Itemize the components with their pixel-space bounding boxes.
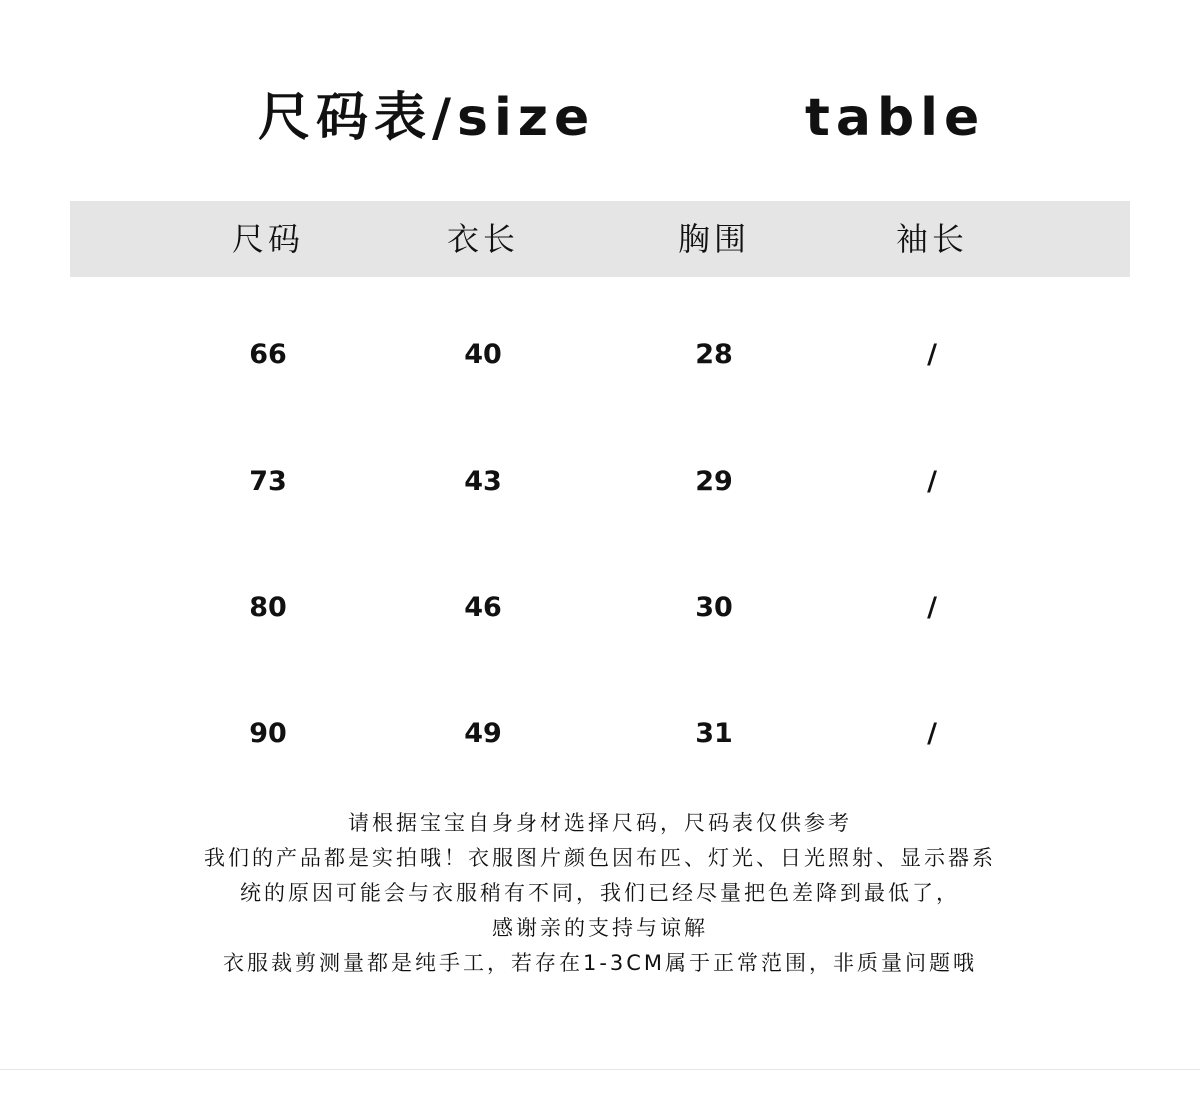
note-line: 我们的产品都是实拍哦！衣服图片颜色因布匹、灯光、日光照射、显示器系 xyxy=(204,846,996,870)
table-row xyxy=(0,325,1200,385)
note-line: 衣服裁剪测量都是纯手工，若存在1-3CM属于正常范围，非质量问题哦 xyxy=(222,951,978,975)
header-chest: 胸围 xyxy=(677,220,750,258)
cell-sleeve: / xyxy=(927,592,937,623)
cell-size: 66 xyxy=(249,339,287,370)
table-row xyxy=(0,704,1200,764)
cell-length: 40 xyxy=(464,339,502,370)
cell-sleeve: / xyxy=(927,466,937,497)
cell-length: 43 xyxy=(464,466,502,497)
cell-length: 46 xyxy=(464,592,502,623)
title-tail-text: table xyxy=(805,88,986,148)
title-main-text: 尺码表/size xyxy=(258,88,596,148)
cell-sleeve: / xyxy=(927,339,937,370)
note-line: 感谢亲的支持与谅解 xyxy=(492,916,708,940)
note-line: 请根据宝宝自身身材选择尺码，尺码表仅供参考 xyxy=(348,811,852,835)
cell-chest: 30 xyxy=(695,592,733,623)
header-length: 衣长 xyxy=(446,220,519,258)
cell-chest: 28 xyxy=(695,339,733,370)
table-row xyxy=(0,578,1200,638)
cell-sleeve: / xyxy=(927,718,937,749)
cell-chest: 31 xyxy=(695,718,733,749)
cell-size: 80 xyxy=(249,592,287,623)
cell-chest: 29 xyxy=(695,466,733,497)
header-sleeve: 袖长 xyxy=(895,220,968,258)
size-notes xyxy=(60,806,1140,981)
header-size: 尺码 xyxy=(231,220,304,258)
table-header-row xyxy=(70,201,1130,277)
note-line: 统的原因可能会与衣服稍有不同，我们已经尽量把色差降到最低了， xyxy=(240,881,960,905)
cell-size: 90 xyxy=(249,718,287,749)
table-row xyxy=(0,452,1200,512)
size-table-title xyxy=(0,78,1200,158)
cell-length: 49 xyxy=(464,718,502,749)
cell-size: 73 xyxy=(249,466,287,497)
bottom-divider xyxy=(0,1069,1200,1070)
